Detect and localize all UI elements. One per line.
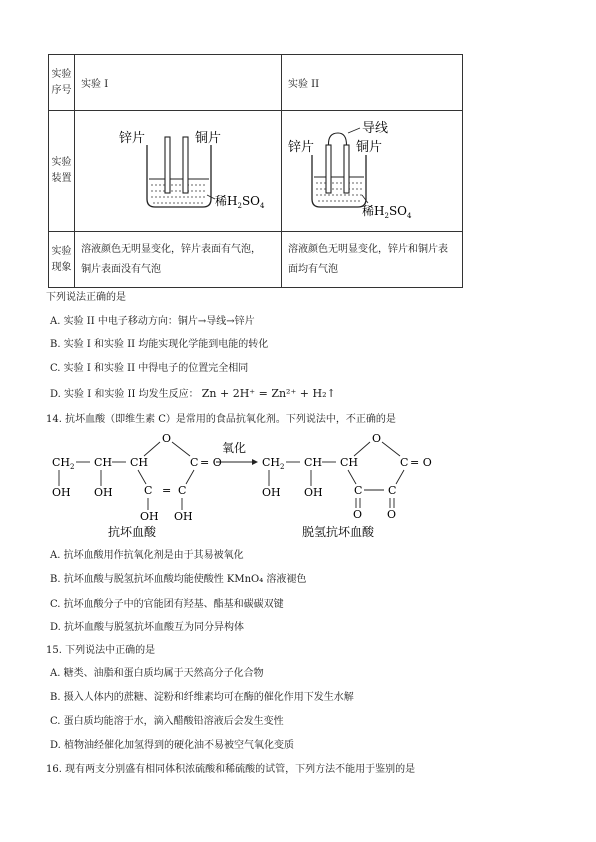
acid-pointer2 <box>362 195 368 203</box>
q15-stem: 15. 下列说法中正确的是 <box>46 645 156 656</box>
table-device-row <box>49 111 463 232</box>
ascorbic-acid-structure <box>52 432 222 523</box>
q13-option-a: A. 实验 II 中电子移动方向：铜片→导线→锌片 <box>50 316 255 327</box>
observation1-cell <box>75 232 282 288</box>
observation2-line2: 面均有气泡 <box>288 263 338 275</box>
svg-text:O: O <box>387 508 397 521</box>
header-label-cell <box>49 55 75 111</box>
device1-diagram <box>75 111 277 228</box>
dehydroascorbic-acid-structure <box>262 432 432 521</box>
experiment-table <box>48 54 463 288</box>
svg-text:= O: = O <box>410 456 432 469</box>
svg-text:OH: OH <box>52 486 71 499</box>
svg-text:C: C <box>178 484 187 497</box>
observation2-line1: 溶液颜色无明显变化，锌片和铜片表 <box>288 243 448 255</box>
wire-label2: 导线 <box>362 121 389 136</box>
observation2-cell <box>282 232 463 288</box>
zinc-strip1 <box>165 137 170 193</box>
q15-option-a: A. 糖类、油脂和蛋白质均属于天然高分子化合物 <box>50 668 264 679</box>
q14-structures <box>40 428 480 540</box>
header-exp1: 实验 I <box>75 55 282 111</box>
liquid2 <box>316 183 362 201</box>
svg-text:氧化: 氧化 <box>222 441 247 455</box>
wire-pointer2 <box>348 128 360 133</box>
acid-label1: 稀$H_2SO_4$ <box>215 194 265 210</box>
ascorbic-acid-name: 抗坏血酸 <box>108 525 157 539</box>
copper-strip2 <box>344 145 349 193</box>
svg-text:CH: CH <box>130 456 149 469</box>
svg-text:OH: OH <box>174 510 193 523</box>
q14-option-a: A. 抗坏血酸用作抗氧化剂是由于其易被氧化 <box>50 550 244 561</box>
q16-stem: 16. 现有两支分别盛有相同体积浓硫酸和稀硫酸的试管，下列方法不能用于鉴别的是 <box>46 764 416 775</box>
observation-label-line1: 实验 <box>51 245 72 257</box>
q15-option-b: B. 摄入人体内的蔗糖、淀粉和纤维素均可在酶的催化作用下发生水解 <box>50 692 354 703</box>
svg-text:OH: OH <box>140 510 159 523</box>
beaker2 <box>312 155 366 207</box>
device-label-cell <box>49 111 75 232</box>
zinc-label2: 锌片 <box>288 140 315 155</box>
svg-text:OH: OH <box>94 486 113 499</box>
svg-text:O: O <box>372 432 382 445</box>
svg-text:C: C <box>388 484 397 497</box>
svg-text:O: O <box>353 508 363 521</box>
svg-text:C: C <box>144 484 153 497</box>
header-label-line2: 序号 <box>51 84 72 96</box>
acid-label2: 稀$H_2SO_4$ <box>362 204 412 220</box>
svg-text:CH: CH <box>304 456 323 469</box>
device1-cell <box>75 111 282 232</box>
zinc-label1: 锌片 <box>119 131 146 146</box>
svg-text:CH: CH <box>340 456 359 469</box>
copper-strip1 <box>183 137 188 193</box>
q13-stem: 下列说法正确的是 <box>46 292 126 303</box>
svg-text:O: O <box>162 432 172 445</box>
q13-option-c: C. 实验 I 和实验 II 中得电子的位置完全相同 <box>50 363 249 374</box>
svg-text:CH2: $CH_2$ <box>262 456 285 471</box>
header-exp2: 实验 II <box>282 55 463 111</box>
q14-option-c: C. 抗坏血酸分子中的官能团有羟基、酯基和碳碳双键 <box>50 599 284 610</box>
observation1-line1: 溶液颜色无明显变化，锌片表面有气泡， <box>81 243 262 255</box>
svg-text:CH: CH <box>94 456 113 469</box>
q15-option-c: C. 蛋白质均能溶于水，滴入醋酸铅溶液后会发生变性 <box>50 716 284 727</box>
svg-text:CH2: $CH_2$ <box>52 456 75 471</box>
table-header-row <box>49 55 463 111</box>
liquid1 <box>151 185 207 203</box>
device2-cell <box>282 111 463 232</box>
beaker1 <box>147 145 211 207</box>
q13-option-b: B. 实验 I 和实验 II 均能实现化学能到电能的转化 <box>50 339 269 350</box>
observation-label-cell <box>49 232 75 288</box>
q14-option-b: B. 抗坏血酸与脱氢抗坏血酸均能使酸性 KMnO₄ 溶液褪色 <box>50 574 307 585</box>
svg-text:C: C <box>400 456 409 469</box>
svg-text:= O: = O <box>200 456 222 469</box>
zinc-strip2 <box>326 145 331 193</box>
header-label-line1: 实验 <box>51 68 72 80</box>
observation1-line2: 铜片表面没有气泡 <box>81 263 162 275</box>
table-observation-row <box>49 232 463 288</box>
dehydroascorbic-acid-name: 脱氢抗坏血酸 <box>302 525 375 539</box>
svg-text:C: C <box>354 484 363 497</box>
q13-option-d-text: D. 实验 I 和实验 II 均发生反应： <box>50 389 199 400</box>
copper-label2: 铜片 <box>356 140 383 155</box>
copper-label1: 铜片 <box>195 131 222 146</box>
svg-text:=: = <box>162 484 172 497</box>
device-label-line2: 装置 <box>51 173 72 184</box>
device-label-line1: 实验 <box>51 157 72 168</box>
q14-stem: 14. 抗坏血酸（即维生素 C）是常用的食品抗氧化剂。下列说法中，不正确的是 <box>46 414 396 425</box>
oxidation-arrow <box>216 441 258 465</box>
q14-option-d: D. 抗坏血酸与脱氢抗坏血酸互为同分异构体 <box>50 622 245 633</box>
svg-text:OH: OH <box>262 486 281 499</box>
device2-diagram <box>282 111 462 228</box>
wire2 <box>328 133 346 145</box>
svg-text:OH: OH <box>304 486 323 499</box>
observation-label-line2: 现象 <box>51 261 72 273</box>
q15-option-d: D. 植物油经催化加氢得到的硬化油不易被空气氧化变质 <box>50 740 295 751</box>
q13-option-d <box>50 385 336 400</box>
svg-text:C: C <box>190 456 199 469</box>
q13-option-d-equation: Zn + 2H⁺ = Zn²⁺ + H₂↑ <box>201 387 336 400</box>
